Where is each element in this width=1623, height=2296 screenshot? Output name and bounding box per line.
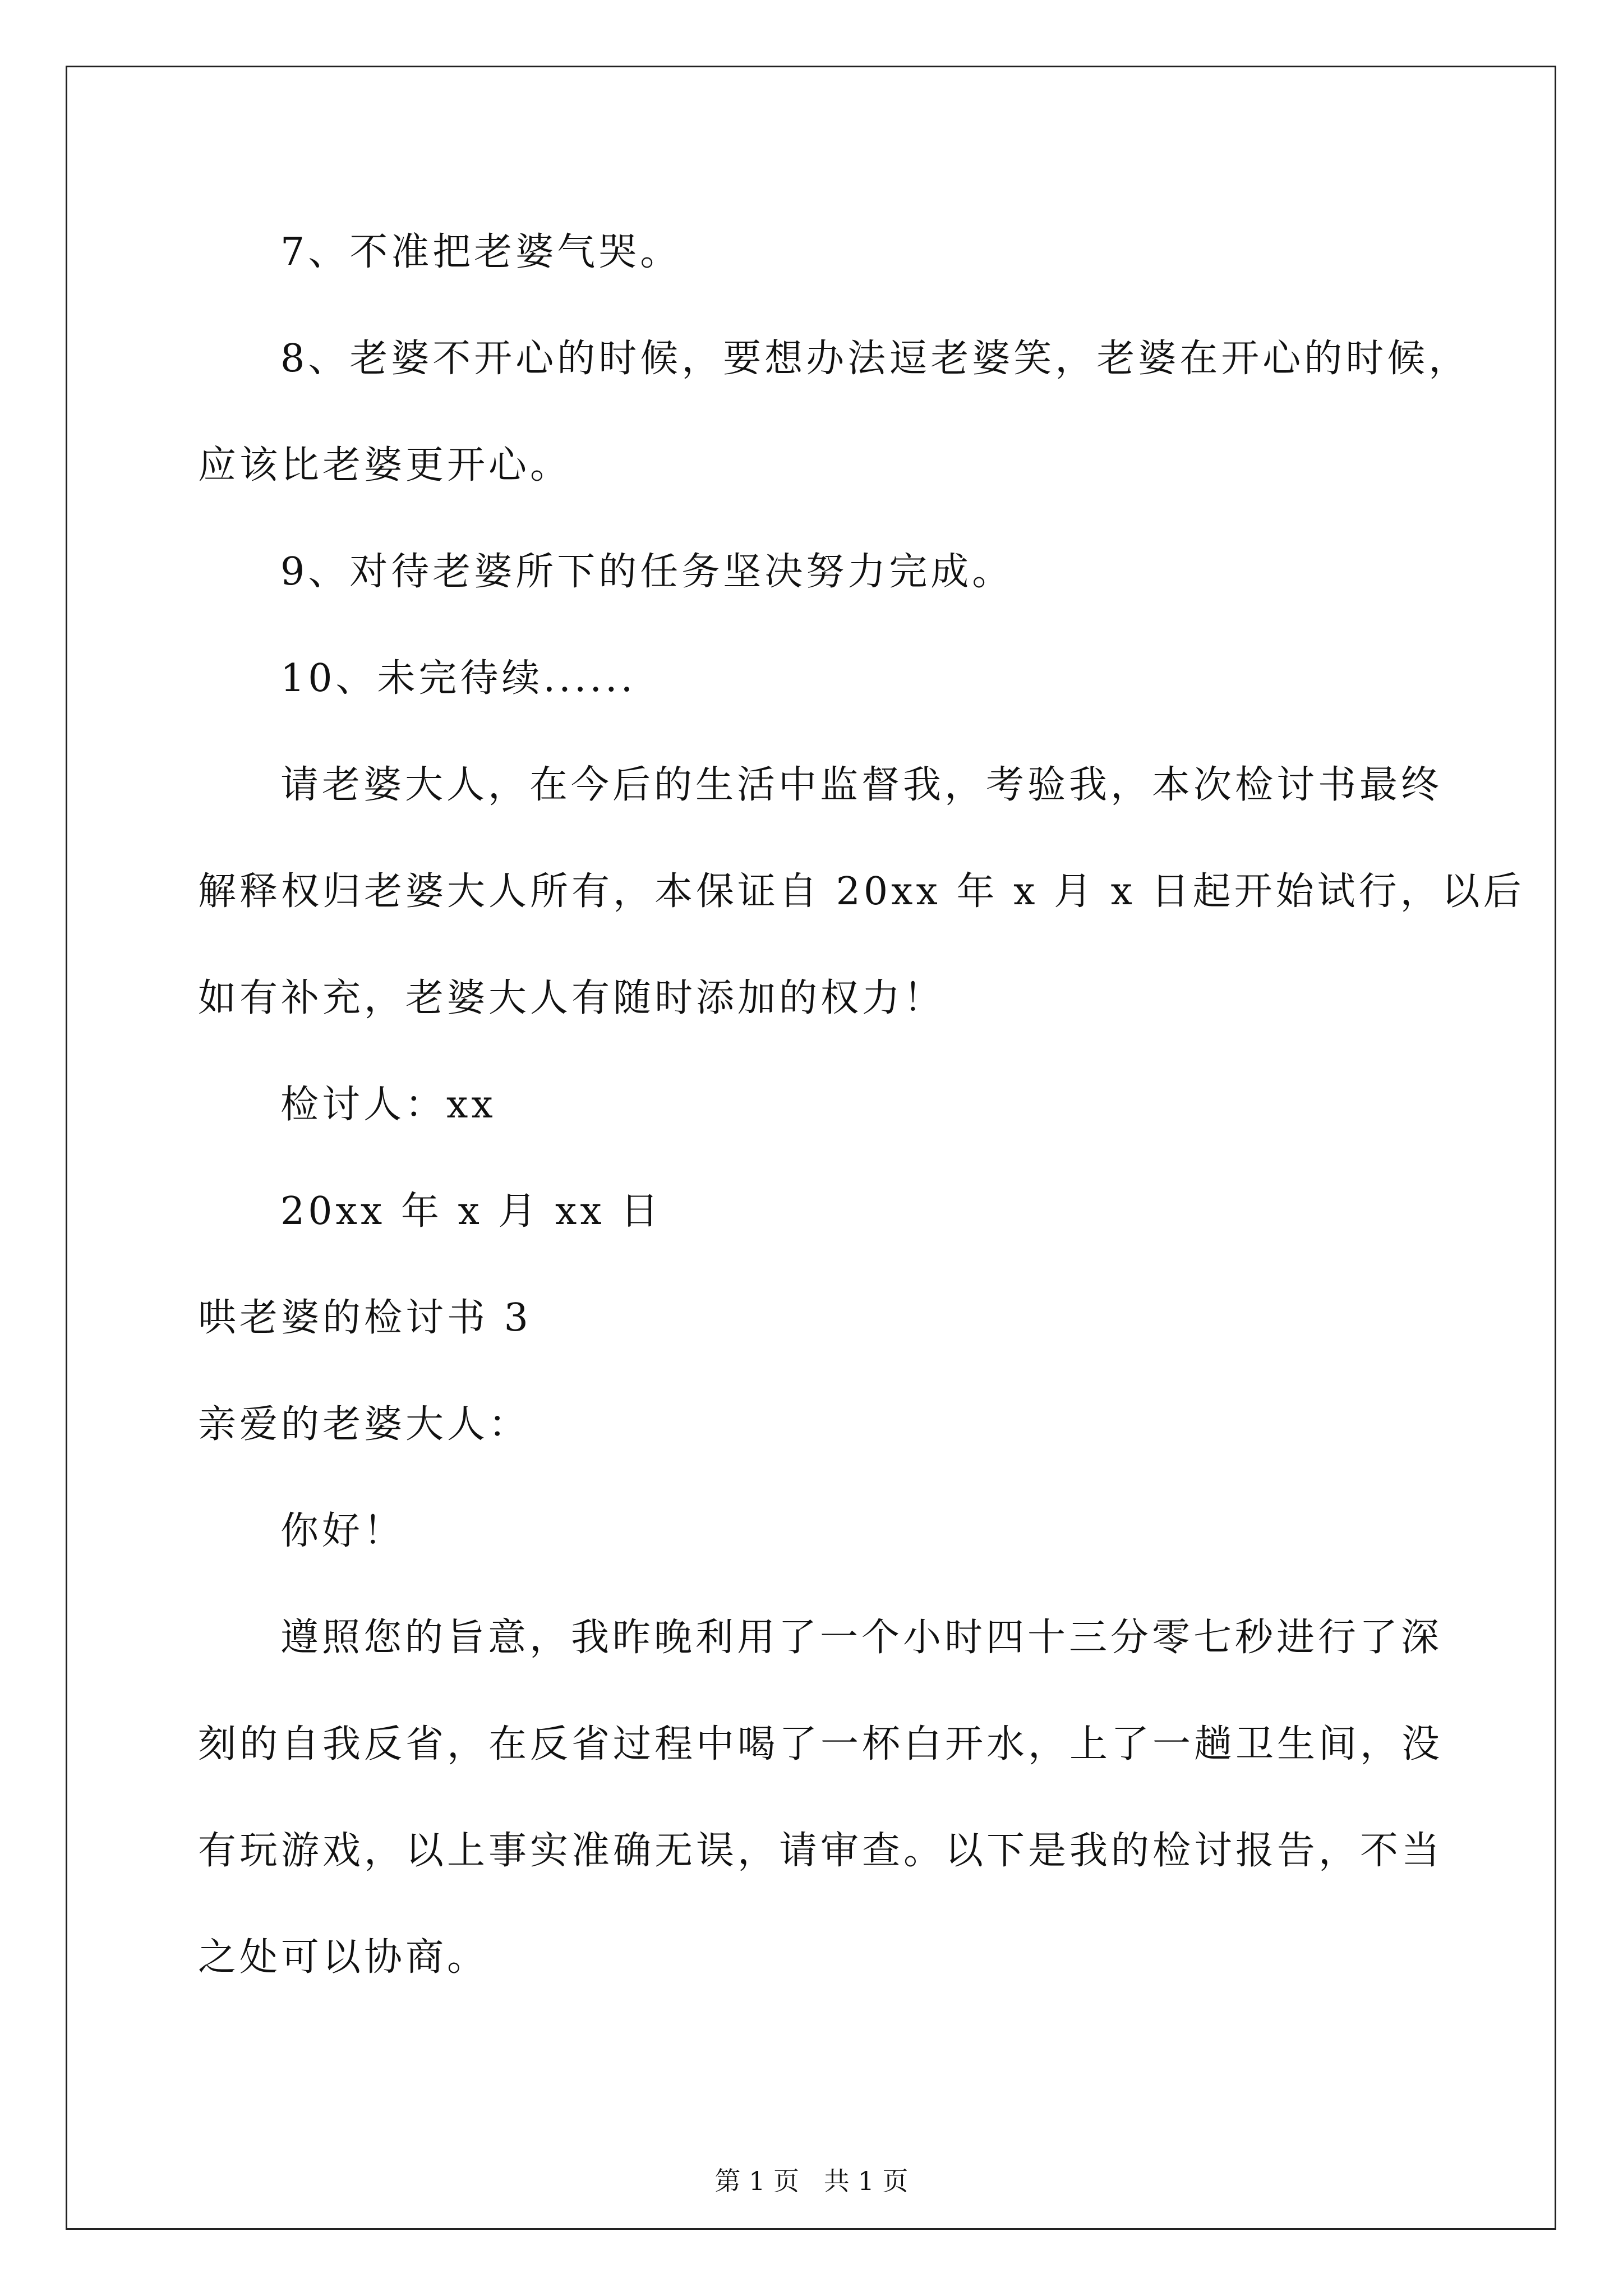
item-8-line1: 8、老婆不开心的时候，要想办法逗老婆笑，老婆在开心的时候，: [280, 337, 1470, 381]
section-title: 哄老婆的检讨书 3: [198, 1296, 532, 1340]
salutation: 亲爱的老婆大人：: [198, 1402, 531, 1447]
body-paragraph-line1: 遵照您的旨意，我昨晚利用了一个小时四十三分零七秒进行了深: [280, 1616, 1443, 1660]
closing-paragraph-line3: 如有补充，老婆大人有随时添加的权力！: [198, 976, 946, 1020]
item-8-line2: 应该比老婆更开心。: [198, 443, 572, 487]
page-number-footer: 第 1 页 共 1 页: [714, 2166, 909, 2196]
closing-paragraph-line1: 请老婆大人，在今后的生活中监督我，考验我，本次检讨书最终: [280, 763, 1443, 807]
body-paragraph-line3: 有玩游戏，以上事实准确无误，请审查。以下是我的检讨报告，不当: [198, 1829, 1444, 1873]
body-paragraph-line2: 刻的自我反省，在反省过程中喝了一杯白开水，上了一趟卫生间，没: [198, 1722, 1444, 1766]
signer-line: 检讨人：xx: [280, 1083, 496, 1127]
date-line: 20xx 年 x 月 xx 日: [280, 1189, 662, 1234]
item-7: 7、不准把老婆气哭。: [280, 230, 682, 274]
body-paragraph-line4: 之处可以协商。: [198, 1935, 489, 1980]
item-10: 10、未完待续......: [280, 656, 637, 701]
greeting: 你好！: [280, 1509, 405, 1553]
item-9: 9、对待老婆所下的任务坚决努力完成。: [280, 550, 1014, 594]
closing-paragraph-line2: 解释权归老婆大人所有，本保证自 20xx 年 x 月 x 日起开始试行，以后: [198, 869, 1525, 914]
page-border: [66, 66, 1556, 2230]
